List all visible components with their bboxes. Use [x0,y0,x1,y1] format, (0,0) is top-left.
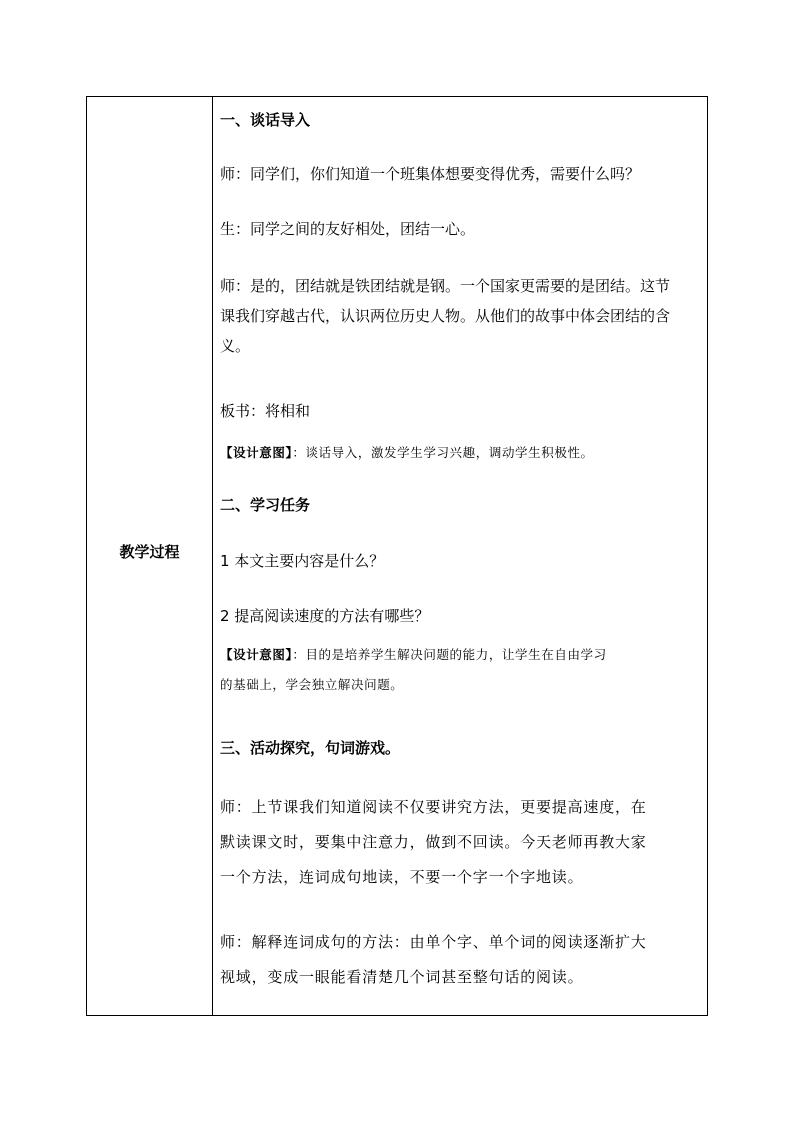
activity-paragraph-1 [220,790,700,895]
board-writing: 板书：将相和 [220,402,311,420]
design-intent-2-tag: 【设计意图】 [220,647,293,662]
content-body [220,97,700,1015]
content-cell [213,97,707,1015]
design-intent-1-text: ：谈话导入，激发学生学习兴趣，调动学生积极性。 [292,445,594,460]
design-intent-1 [220,438,700,468]
activity-paragraph-1-line-2: 默读课文时，要集中注意力，做到不回读。今天老师再教大家 [220,833,647,851]
design-intent-1-tag: 【设计意图】 [220,445,293,460]
dialogue-teacher-question: 师：同学们，你们知道一个班集体想要变得优秀，需要什么吗？ [220,165,641,183]
design-intent-2-line-1 [220,640,700,670]
dialogue-teacher-reply-line-3: 义。 [220,337,251,355]
section-3-heading: 三、活动探究，句词游戏。 [220,739,401,757]
activity-paragraph-2-line-1: 师：解释连词成句的方法：由单个字、单个词的阅读逐渐扩大 [220,933,647,951]
activity-paragraph-1-line-3: 一个方法，连词成句地读，不要一个字一个字地读。 [220,868,584,886]
task-question-1: 1 本文主要内容是什么？ [220,552,385,570]
design-intent-2-text: ：目的是培养学生解决问题的能力，让学生在自由学习 [292,647,607,662]
design-intent-2-line-2: 的基础上，学会独立解决问题。 [220,677,404,692]
design-intent-2 [220,640,700,700]
activity-paragraph-1-line-1: 师：上节课我们知道阅读不仅要讲究方法，更要提高速度，在 [220,798,647,816]
dialogue-teacher-reply [220,271,700,361]
row-label: 教学过程 [119,543,180,561]
dialogue-teacher-reply-line-2: 课我们穿越古代，认识两位历史人物。从他们的故事中体会团结的含 [220,307,671,325]
row-label-cell [87,97,213,1015]
task-question-2: 2 提高阅读速度的方法有哪些？ [220,607,430,625]
activity-paragraph-2 [220,925,700,995]
lesson-plan-table [86,96,708,1016]
section-1-heading: 一、谈话导入 [220,111,311,129]
dialogue-student-answer: 生：同学之间的友好相处，团结一心。 [220,220,476,238]
dialogue-teacher-reply-line-1: 师：是的，团结就是铁团结就是钢。一个国家更需要的是团结。这节 [220,277,671,295]
section-2-heading: 二、学习任务 [220,496,311,514]
activity-paragraph-2-line-2: 视域，变成一眼能看清楚几个词甚至整句话的阅读。 [220,968,584,986]
